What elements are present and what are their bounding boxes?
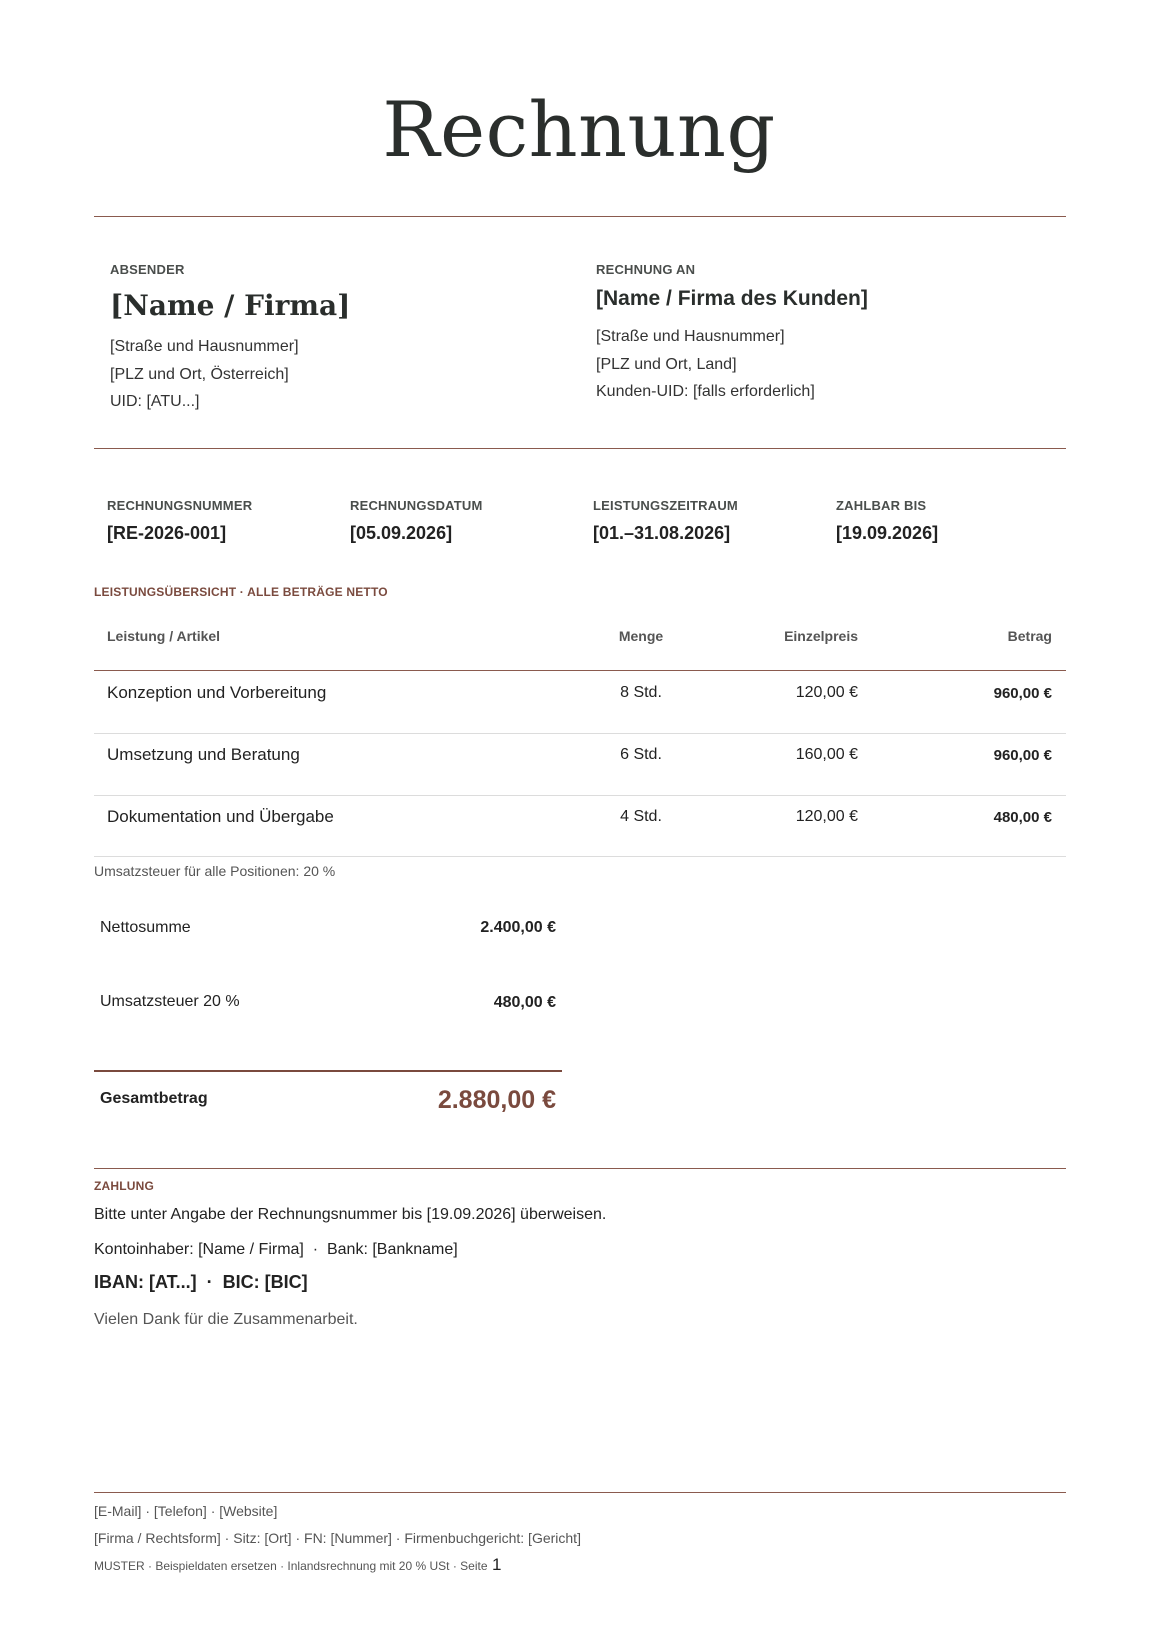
table-row-unit-price: 160,00 € [795, 746, 858, 763]
sender-name: [Name / Firma] [110, 289, 351, 322]
table-row-amount: 480,00 € [993, 809, 1052, 826]
invoice-number-label: RECHNUNGSNUMMER [107, 498, 253, 513]
vat-note: Umsatzsteuer für alle Positionen: 20 % [94, 863, 336, 879]
payment-instruction: Bitte unter Angabe der Rechnungsnummer bis [19.09.2026] überweisen. [94, 1206, 607, 1223]
page-number: 1 [491, 1555, 502, 1574]
total-divider [94, 1070, 562, 1072]
table-row-qty: 8 Std. [620, 684, 662, 701]
sender-address [110, 333, 299, 416]
sender-street: [Straße und Hausnummer] [110, 338, 299, 355]
table-row-unit-price: 120,00 € [795, 808, 858, 825]
recipient-city: [PLZ und Ort, Land] [596, 355, 737, 373]
bank-account: Kontoinhaber: [Name / Firma] · Bank: [Bankname] [94, 1241, 458, 1258]
address-divider [94, 448, 1066, 449]
net-total-label: Nettosumme [100, 919, 191, 936]
invoice-number-value: [RE-2026-001] [107, 523, 227, 543]
due-date-label: ZAHLBAR BIS [836, 498, 927, 513]
row-divider [94, 856, 1066, 857]
footer-divider [94, 1492, 1066, 1493]
vat-total-label: Umsatzsteuer 20 % [100, 993, 240, 1010]
iban-bic: IBAN: [AT...] · BIC: [BIC] [94, 1272, 308, 1292]
vat-total-value: 480,00 € [493, 994, 556, 1011]
table-row-qty: 6 Std. [620, 746, 662, 763]
recipient-name: [Name / Firma des Kunden] [596, 287, 868, 310]
footer-note: MUSTER · Beispieldaten ersetzen · Inlandsrechnung mit 20 % USt · Seite [94, 1559, 488, 1573]
table-row-item: Dokumentation und Übergabe [107, 807, 334, 826]
recipient-uid: Kunden-UID: [falls erforderlich] [596, 383, 815, 400]
sender-city: [PLZ und Ort, Österreich] [110, 365, 289, 383]
column-header-unit-price: Einzelpreis [784, 628, 858, 644]
footer-contact: [E-Mail] · [Telefon] · [Website] [94, 1503, 278, 1519]
column-header-amount: Betrag [1007, 628, 1052, 644]
service-period-label: LEISTUNGSZEITRAUM [593, 498, 738, 513]
net-total-value: 2.400,00 € [480, 919, 556, 936]
table-header-divider [94, 670, 1066, 671]
due-date-value: [19.09.2026] [836, 523, 939, 543]
table-row-amount: 960,00 € [993, 747, 1052, 764]
column-header-item: Leistung / Artikel [107, 628, 221, 644]
thank-you-note: Vielen Dank für die Zusammenarbeit. [94, 1311, 358, 1328]
items-section-label: LEISTUNGSÜBERSICHT · ALLE BETRÄGE NETTO [94, 585, 388, 599]
title-divider [94, 216, 1066, 217]
invoice-date-label: RECHNUNGSDATUM [350, 498, 483, 513]
table-row-qty: 4 Std. [620, 808, 662, 825]
table-row-item: Umsetzung und Beratung [107, 745, 300, 764]
footer-note-line [94, 1555, 501, 1575]
sender-label: ABSENDER [110, 262, 185, 277]
grand-total-label: Gesamtbetrag [100, 1090, 208, 1107]
row-divider [94, 795, 1066, 796]
recipient-label: RECHNUNG AN [596, 262, 696, 277]
table-row-item: Konzeption und Vorbereitung [107, 683, 327, 702]
sender-uid: UID: [ATU...] [110, 393, 200, 410]
column-header-qty: Menge [618, 628, 664, 644]
document-title: Rechnung [382, 85, 776, 174]
footer-company: [Firma / Rechtsform] · Sitz: [Ort] · FN: [Nummer] · Firmenbuchgericht: [Gericht] [94, 1530, 581, 1546]
table-row-amount: 960,00 € [993, 685, 1052, 702]
payment-label: ZAHLUNG [94, 1179, 155, 1193]
payment-divider [94, 1168, 1066, 1169]
row-divider [94, 733, 1066, 734]
grand-total-value: 2.880,00 € [437, 1086, 556, 1114]
table-row-unit-price: 120,00 € [795, 684, 858, 701]
recipient-street: [Straße und Hausnummer] [596, 328, 785, 345]
service-period-value: [01.–31.08.2026] [593, 523, 731, 543]
invoice-date-value: [05.09.2026] [350, 523, 453, 543]
recipient-address [596, 323, 815, 406]
